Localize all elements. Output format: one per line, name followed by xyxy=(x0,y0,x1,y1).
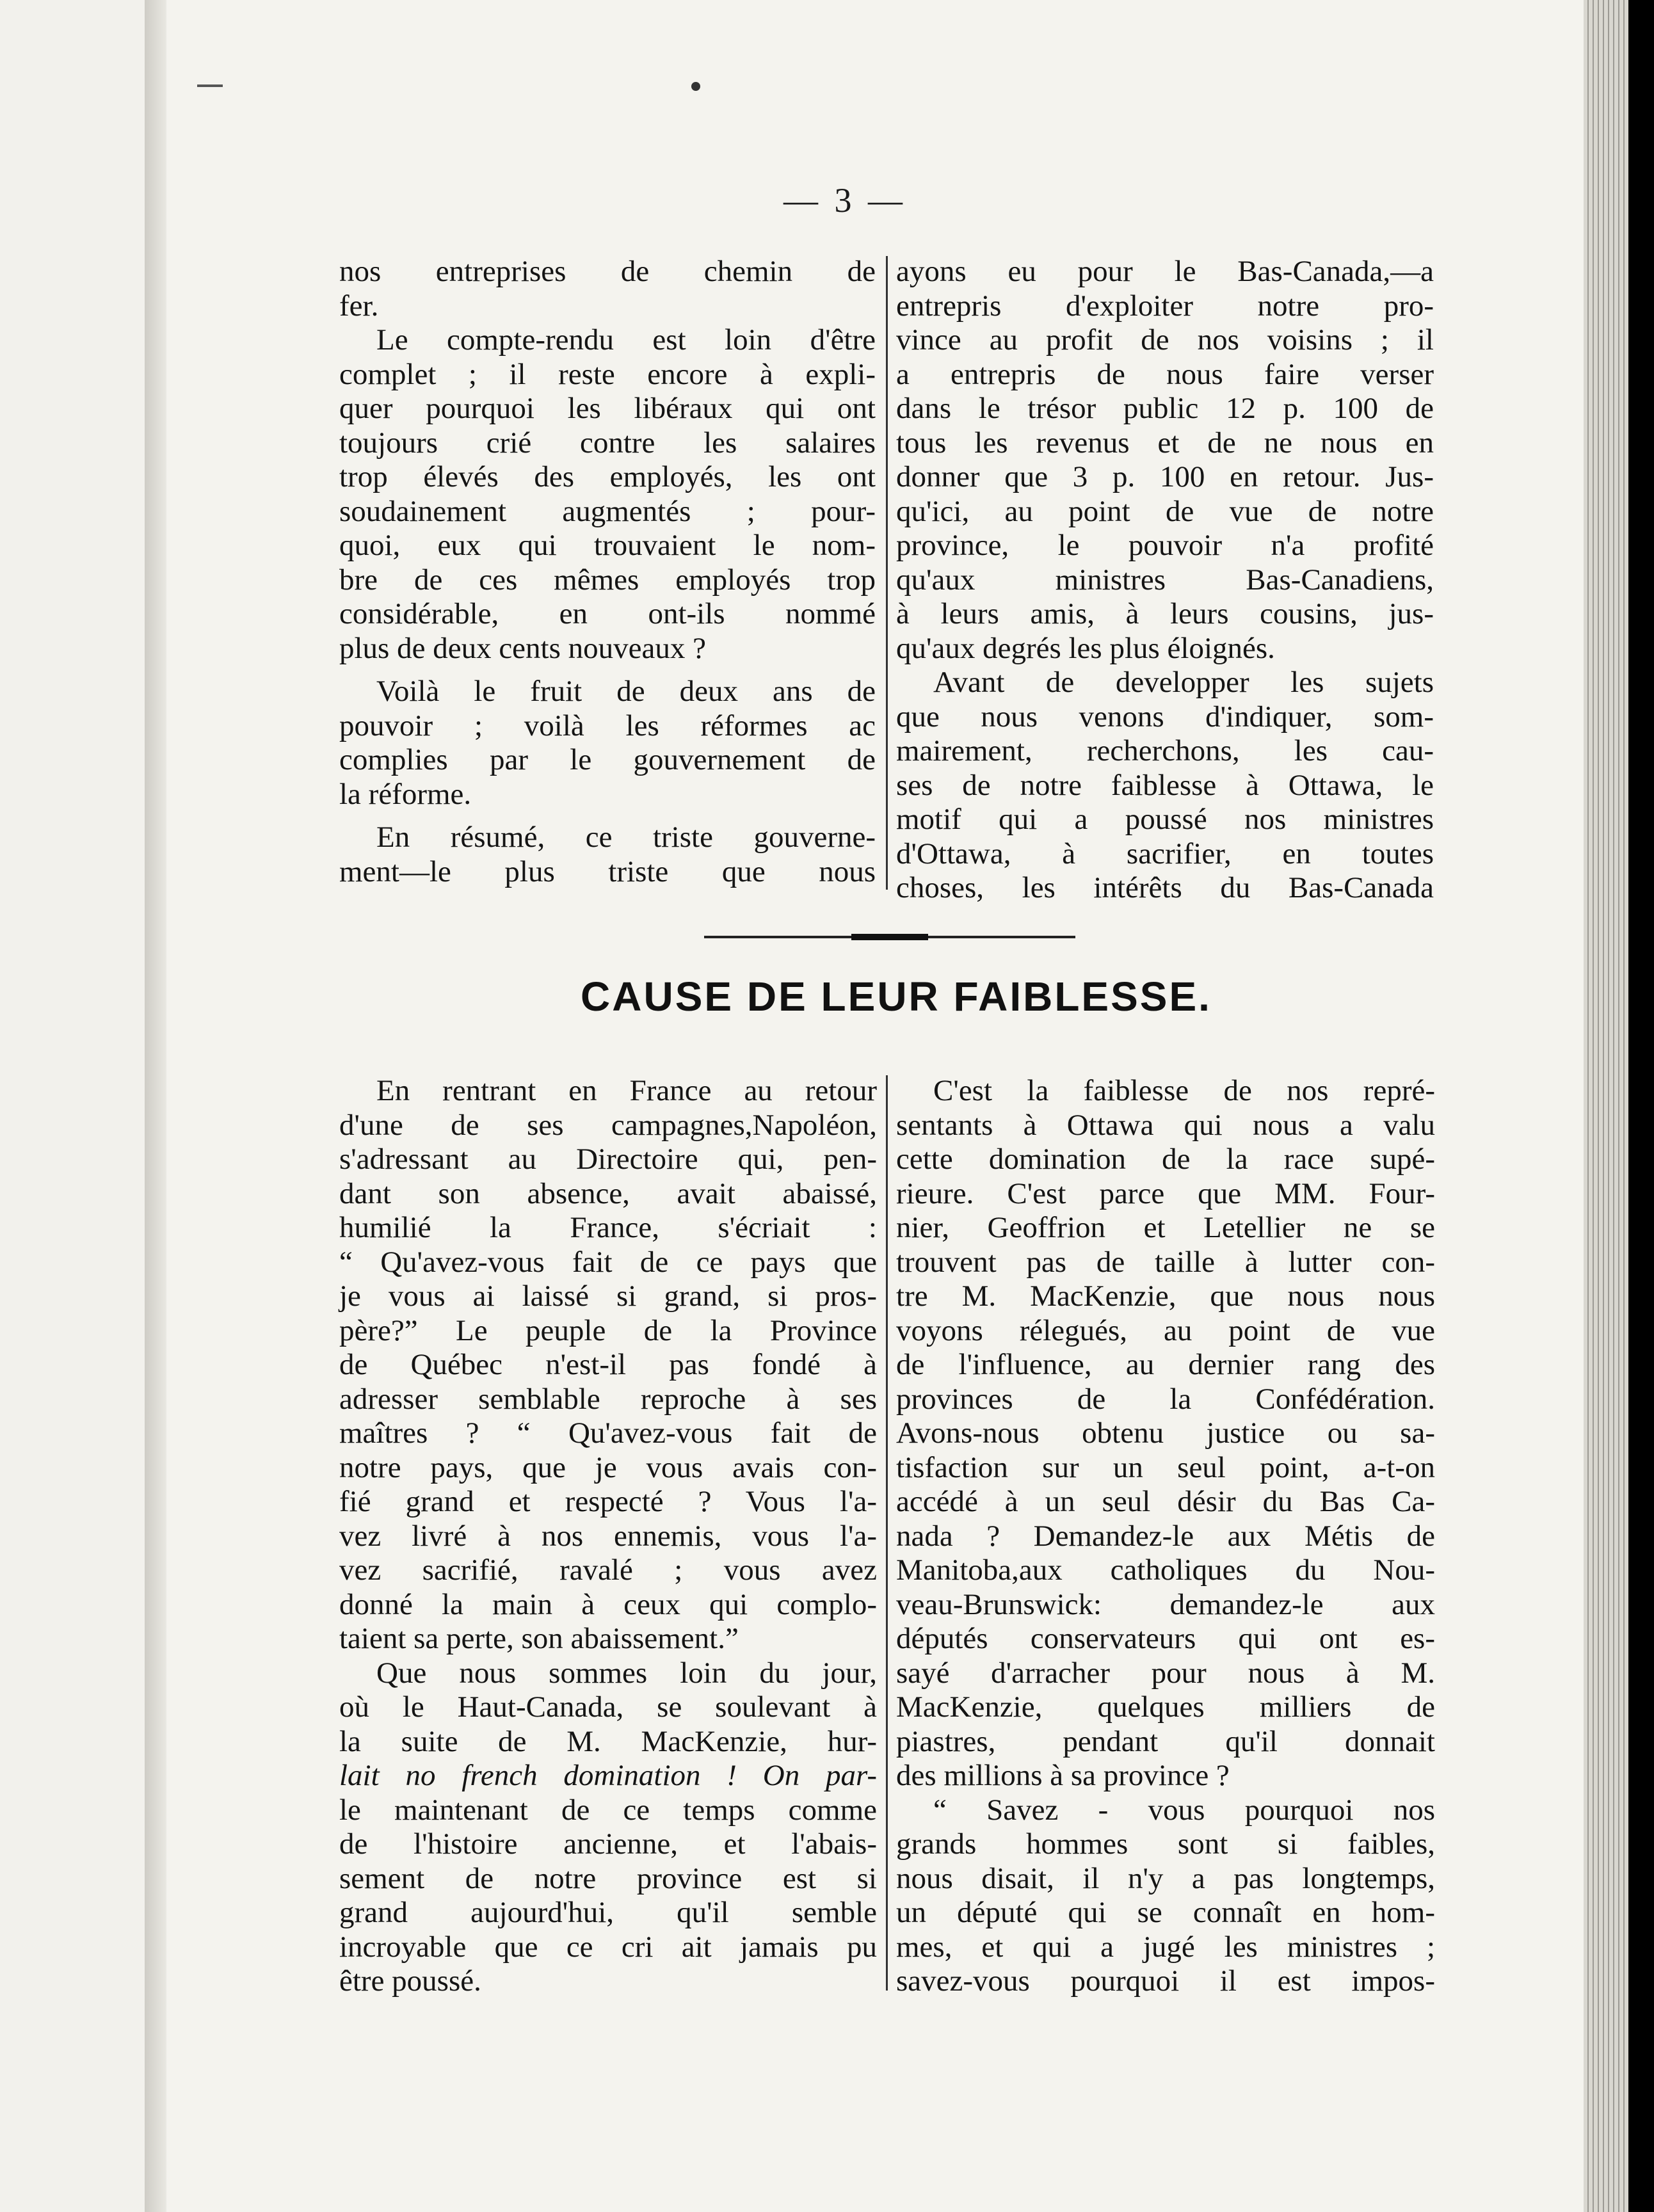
column-top-left xyxy=(339,255,876,889)
text-line: voyons rélegués, au point de vue xyxy=(896,1313,1435,1347)
text-line: choses, les intérêts du Bas-Canada xyxy=(896,871,1434,904)
text-line: taient sa perte, son abaissement.” xyxy=(339,1622,739,1655)
text-line: fer. xyxy=(339,289,379,323)
text-line: donné la main à ceux qui complo- xyxy=(339,1587,877,1621)
text-line: cette domination de la race supé- xyxy=(896,1142,1435,1176)
text-line: la réforme. xyxy=(339,777,472,811)
text-line: mairement, recherchons, les cau- xyxy=(896,734,1434,767)
text-line: lait no french domination ! On par- xyxy=(339,1759,877,1792)
text-line: considérable, en ont-ils nommé xyxy=(339,597,876,630)
text-line: un député qui se connaît en hom- xyxy=(896,1896,1435,1929)
text-line: savez-vous pourquoi il est impos- xyxy=(896,1964,1435,1998)
text-line: pouvoir ; voilà les réformes ac xyxy=(339,709,876,742)
text-line: entrepris d'exploiter notre pro- xyxy=(896,289,1434,323)
text-line: Que nous sommes loin du jour, xyxy=(376,1656,877,1690)
binding-shadow xyxy=(145,0,166,2212)
text-line: tisfaction sur un seul point, a-t-on xyxy=(896,1450,1435,1484)
text-line: père?” Le peuple de la Province xyxy=(339,1313,877,1347)
text-line: d'Ottawa, à sacrifier, en toutes xyxy=(896,837,1434,870)
text-line: rieure. C'est parce que MM. Four- xyxy=(896,1176,1435,1210)
text-line: la suite de M. MacKenzie, hur- xyxy=(339,1724,877,1758)
text-line: députés conservateurs qui ont es- xyxy=(896,1622,1435,1655)
column-top-right xyxy=(896,255,1434,906)
text-line: de l'histoire ancienne, et l'abais- xyxy=(339,1827,877,1861)
text-line: bre de ces mêmes employés trop xyxy=(339,563,876,597)
section-heading: CAUSE DE LEUR FAIBLESSE. xyxy=(581,974,1212,1020)
text-line: maîtres ? “ Qu'avez-vous fait de xyxy=(339,1416,877,1450)
column-divider xyxy=(886,1075,888,1991)
text-line: province, le pouvoir n'a profité xyxy=(896,529,1434,562)
text-line: sayé d'arracher pour nous à M. xyxy=(896,1656,1435,1690)
page-edges xyxy=(1584,0,1628,2212)
text-line: sement de notre province est si xyxy=(339,1861,877,1895)
text-line: nada ? Demandez-le aux Métis de xyxy=(896,1519,1435,1553)
text-line: que nous venons d'indiquer, som- xyxy=(896,700,1434,733)
facing-page-edge xyxy=(0,0,145,2212)
text-line: humilié la France, s'écriait : xyxy=(339,1211,877,1244)
text-line: mes, et qui a jugé les ministres ; xyxy=(896,1930,1435,1964)
text-line: accédé à un seul désir du Bas Ca- xyxy=(896,1485,1435,1518)
text-line: qu'aux ministres Bas-Canadiens, xyxy=(896,563,1434,597)
text-line: soudainement augmentés ; pour- xyxy=(339,494,876,528)
text-line: vez livré à nos ennemis, vous l'a- xyxy=(339,1519,877,1553)
page-number: — 3 — xyxy=(783,181,906,220)
text-line: Le compte-rendu est loin d'être xyxy=(376,323,876,357)
text-line: ment—le plus triste que nous xyxy=(339,854,876,888)
text-line: notre pays, que je vous avais con- xyxy=(339,1450,877,1484)
text-line: sentants à Ottawa qui nous a valu xyxy=(896,1108,1435,1142)
text-line: je vous ai laissé si grand, si pros- xyxy=(339,1279,877,1313)
text-line: Avant de developper les sujets xyxy=(933,666,1434,699)
text-line: piastres, pendant qu'il donnait xyxy=(896,1724,1435,1758)
text-line: quer pourquoi les libéraux qui ont xyxy=(339,392,876,425)
text-line: où le Haut-Canada, se soulevant à xyxy=(339,1690,877,1724)
text-line: d'une de ses campagnes,Napoléon, xyxy=(339,1108,877,1142)
text-line: trop élevés des employés, les ont xyxy=(339,460,876,493)
column-bottom-left xyxy=(339,1074,877,1999)
text-line: s'adressant au Directoire qui, pen- xyxy=(339,1142,877,1176)
text-line: motif qui a poussé nos ministres xyxy=(896,803,1434,836)
text-line: dans le trésor public 12 p. 100 de xyxy=(896,392,1434,425)
text-line: C'est la faiblesse de nos repré- xyxy=(933,1074,1435,1107)
text-line: qu'ici, au point de vue de notre xyxy=(896,494,1434,528)
text-line: “ Savez - vous pourquoi nos xyxy=(933,1793,1435,1827)
text-line: plus de deux cents nouveaux ? xyxy=(339,631,706,665)
text-line: toujours crié contre les salaires xyxy=(339,426,876,460)
text-line: En rentrant en France au retour xyxy=(376,1074,877,1107)
text-line: des millions à sa province ? xyxy=(896,1759,1230,1792)
text-line: être poussé. xyxy=(339,1964,481,1998)
text-line: dant son absence, avait abaissé, xyxy=(339,1176,877,1210)
text-line: vez sacrifié, ravalé ; vous avez xyxy=(339,1553,877,1587)
text-line: à leurs amis, à leurs cousins, jus- xyxy=(896,597,1434,630)
text-line: ses de notre faiblesse à Ottawa, le xyxy=(896,768,1434,802)
text-line: a entrepris de nous faire verser xyxy=(896,357,1434,391)
column-bottom-right xyxy=(896,1074,1435,1999)
text-line: grands hommes sont si faibles, xyxy=(896,1827,1435,1861)
text-line: le maintenant de ce temps comme xyxy=(339,1793,877,1827)
text-line: MacKenzie, quelques milliers de xyxy=(896,1690,1435,1724)
text-line: ayons eu pour le Bas-Canada,—a xyxy=(896,255,1434,288)
section-divider-ornament xyxy=(851,934,928,940)
text-line: de l'influence, au dernier rang des xyxy=(896,1348,1435,1381)
text-line: complies par le gouvernement de xyxy=(339,743,876,776)
text-line: nos entreprises de chemin de xyxy=(339,255,876,288)
text-line: tous les revenus et de ne nous en xyxy=(896,426,1434,460)
text-line: adresser semblable reproche à ses xyxy=(339,1382,877,1416)
text-line: de Québec n'est-il pas fondé à xyxy=(339,1348,877,1381)
text-line: grand aujourd'hui, qu'il semble xyxy=(339,1896,877,1929)
scan-border xyxy=(1628,0,1654,2212)
margin-mark xyxy=(197,84,223,87)
text-line: complet ; il reste encore à expli- xyxy=(339,357,876,391)
text-line: quoi, eux qui trouvaient le nom- xyxy=(339,529,876,562)
text-line: “ Qu'avez-vous fait de ce pays que xyxy=(339,1245,877,1279)
column-divider xyxy=(886,256,888,890)
text-line: veau-Brunswick: demandez-le aux xyxy=(896,1587,1435,1621)
ink-spot xyxy=(691,82,700,91)
text-line: donner que 3 p. 100 en retour. Jus- xyxy=(896,460,1434,493)
text-line: Manitoba,aux catholiques du Nou- xyxy=(896,1553,1435,1587)
text-line: En résumé, ce triste gouverne- xyxy=(376,821,876,854)
text-line: nier, Geoffrion et Letellier ne se xyxy=(896,1211,1435,1244)
text-line: vince au profit de nos voisins ; il xyxy=(896,323,1434,357)
text-line: trouvent pas de taille à lutter con- xyxy=(896,1245,1435,1279)
text-line: nous disait, il n'y a pas longtemps, xyxy=(896,1861,1435,1895)
text-line: Voilà le fruit de deux ans de xyxy=(376,675,876,708)
text-line: tre M. MacKenzie, que nous nous xyxy=(896,1279,1435,1313)
text-line: provinces de la Confédération. xyxy=(896,1382,1435,1416)
text-line: Avons-nous obtenu justice ou sa- xyxy=(896,1416,1435,1450)
text-line: qu'aux degrés les plus éloignés. xyxy=(896,631,1275,665)
text-line: incroyable que ce cri ait jamais pu xyxy=(339,1930,877,1964)
text-line: fié grand et respecté ? Vous l'a- xyxy=(339,1485,877,1518)
